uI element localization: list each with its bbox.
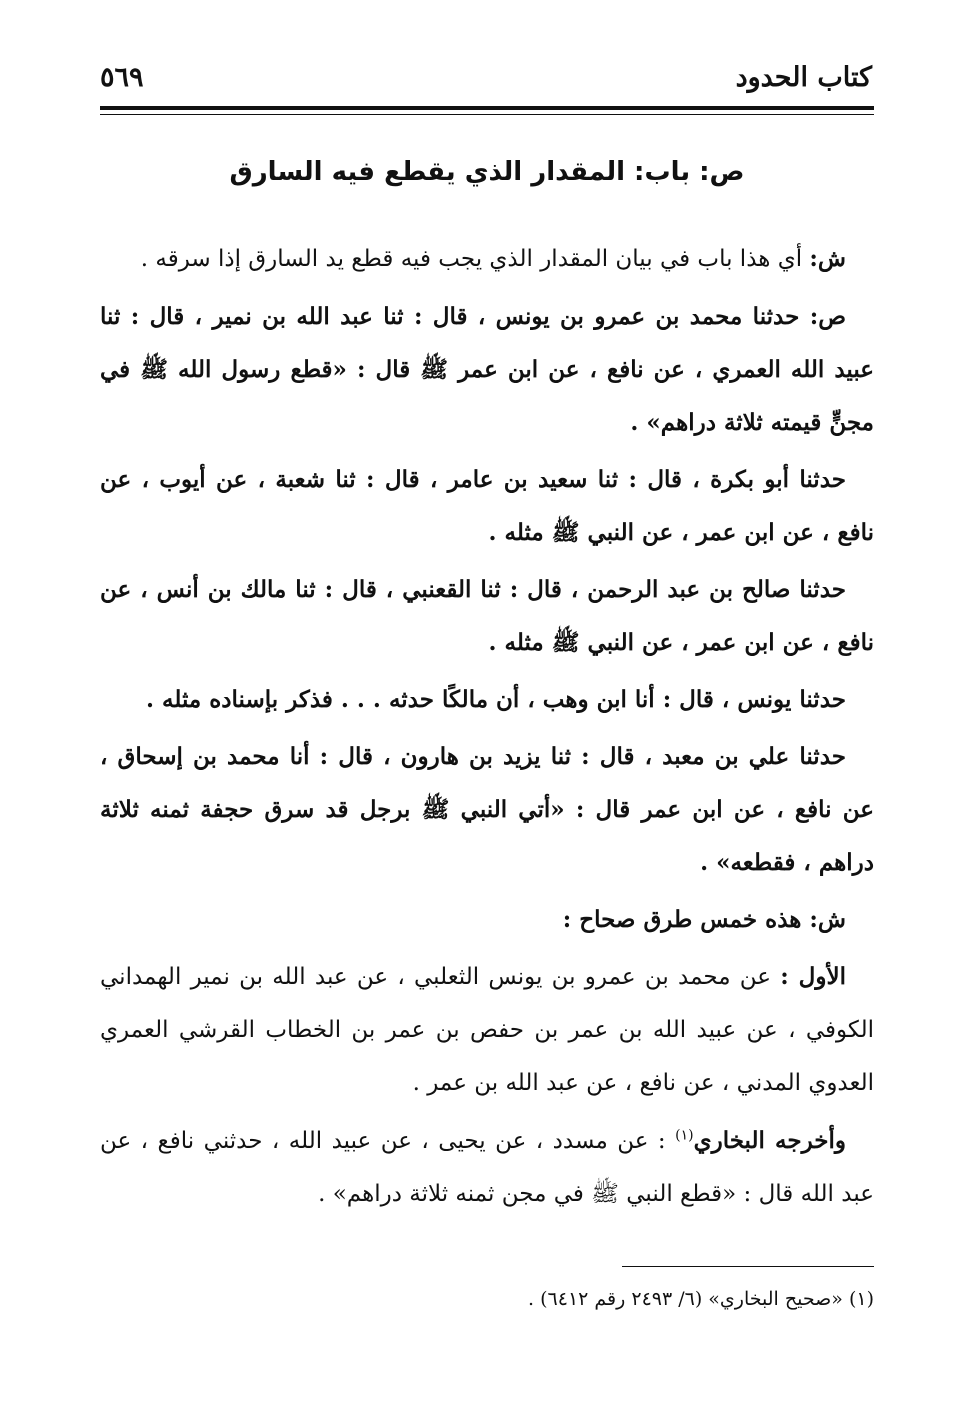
footnote: (١) «صحيح البخاري» (٦/ ٢٤٩٣ رقم ٦٤١٢) .	[528, 1288, 874, 1310]
header-rule-thick	[100, 106, 874, 110]
body-text	[100, 232, 874, 1225]
paragraph-text: حدثنا صالح بن عبد الرحمن ، قال : ثنا القعنبي ، قال : ثنا مالك بن أنس ، عن نافع ، عن ابن عمر ، عن النبي ﷺ مثله .	[100, 576, 874, 656]
paragraph-label: الأول :	[780, 963, 847, 990]
paragraph-text: حدثنا يونس ، قال : أنا ابن وهب ، أن مالكًا حدثه . . . فذكر بإسناده مثله .	[146, 686, 846, 713]
paragraph-text: حدثنا علي بن معبد ، قال : ثنا يزيد بن هارون ، قال : أنا محمد بن إسحاق ، عن نافع ، عن ابن عمر قال : «أتي النبي ﷺ برجل قد سرق حجفة ثمنه ثلاثة دراهم ، فقطعه» .	[100, 743, 874, 876]
paragraph	[100, 290, 874, 449]
chapter-heading: ص: باب: المقدار الذي يقطع فيه السارق	[229, 157, 745, 187]
paragraph-text: حدثنا محمد بن عمرو بن يونس ، قال : ثنا عبد الله بن نمير ، قال : ثنا عبيد الله العمري ، عن نافع ، عن ابن عمر ﷺ قال : «قطع رسول الله ﷺ في مجنٍّ قيمته ثلاثة دراهم» .	[100, 303, 874, 436]
paragraph-text: هذه خمس طرق صحاح :	[562, 906, 810, 933]
footnote-rule	[622, 1266, 874, 1267]
paragraph	[100, 893, 874, 946]
paragraph	[100, 232, 874, 286]
paragraph	[100, 730, 874, 889]
paragraph	[100, 563, 874, 669]
paragraph-label: ش:	[809, 245, 846, 272]
paragraph	[100, 673, 874, 726]
paragraph-text: حدثنا أبو بكرة ، قال : ثنا سعيد بن عامر ، قال : ثنا شعبة ، عن أيوب ، عن نافع ، عن ابن عمر ، عن النبي ﷺ مثله .	[100, 466, 874, 546]
page-number: ٥٦٩	[100, 62, 144, 93]
running-header	[100, 62, 872, 102]
paragraph-text: عن محمد بن عمرو بن يونس الثعلبي ، عن عبد الله بن نمير الهمداني الكوفي ، عن عبيد الله بن عمر بن حفص بن عمر بن الخطاب القرشي العمري العدوي المدني ، عن نافع ، عن عبد الله بن عمر .	[100, 964, 875, 1096]
header-rule-thin	[100, 114, 874, 115]
paragraph-text: أي هذا باب في بيان المقدار الذي يجب فيه قطع يد السارق إذا سرقه .	[140, 246, 810, 272]
paragraph-label: ش:	[809, 906, 846, 933]
footnote-marker[interactable]: (١)	[675, 1127, 694, 1144]
paragraph	[100, 950, 874, 1110]
paragraph-label: ص:	[809, 303, 846, 330]
paragraph	[100, 453, 874, 559]
paragraph-label: وأخرجه البخاري	[693, 1127, 846, 1154]
paragraph-text: : عن مسدد ، عن يحيى ، عن عبيد الله ، حدثني نافع ، عن عبد الله قال : «قطع النبي ﷺ في مجن ثمنه ثلاثة دراهم» .	[100, 1128, 874, 1207]
paragraph	[100, 1114, 874, 1221]
book-title: كتاب الحدود	[735, 62, 872, 93]
